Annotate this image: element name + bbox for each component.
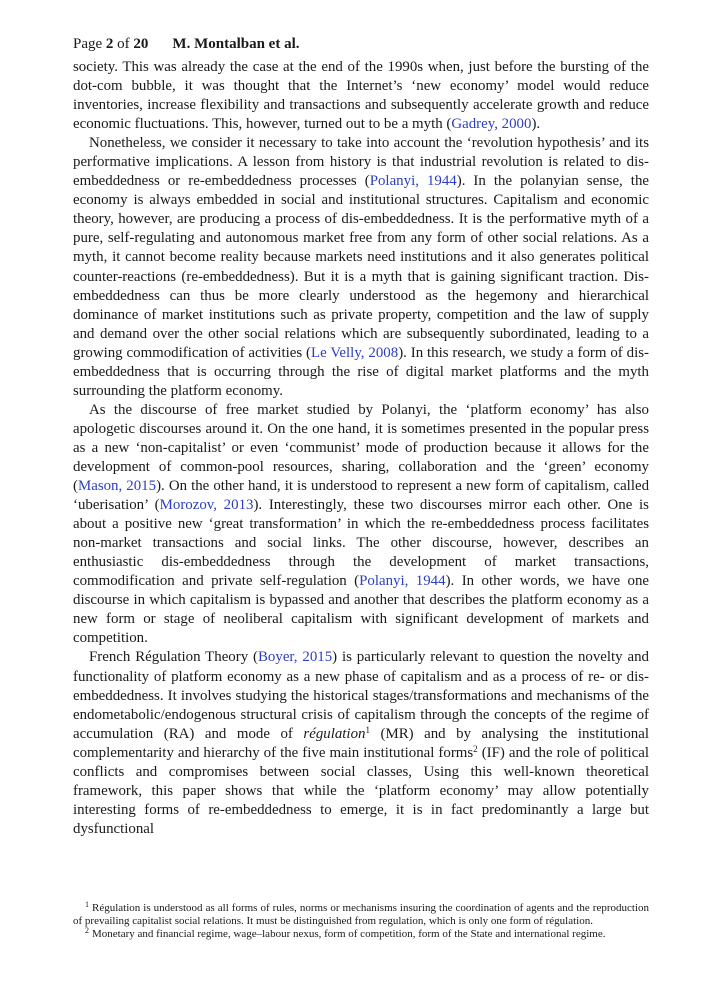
body-paragraph [73, 401, 649, 649]
footnotes [73, 902, 649, 942]
footnote-ref[interactable]: 2 [473, 743, 478, 754]
body-paragraph [73, 134, 649, 401]
text-run: ). In this research, we study a form of dis-embeddedness that is occurring through the rise of digital market platforms and the myth surrounding the platform economy. [73, 344, 649, 399]
citation-link[interactable]: Boyer, 2015 [258, 649, 333, 666]
text-run: ). [531, 116, 541, 133]
page-indicator: Page 2 of 20 [73, 36, 149, 52]
footnote-mark: 2 [85, 926, 89, 936]
citation-link[interactable]: Gadrey, 2000 [451, 116, 532, 133]
footnote-text: Régulation is understood as all forms of rules, norms or mechanisms insuring the coordination of agents and the reproduction of prevailing capitalist social relations. It must be distinguished from regulation, which is only one form of régulation. [73, 902, 649, 928]
page-number: 2 [105, 36, 114, 52]
footnote-mark: 1 [85, 900, 89, 909]
text-run: As the discourse of free market studied by Polanyi, the ‘platform economy’ has also apologetic discourses around it. On the one hand, it is sometimes presented in the popular press as a new ‘non-capitalist’ or even ‘communist’ mode of production because it allows for the development of common-pool resources, sharing, collaboration and the ‘green’ economy ( [73, 401, 649, 495]
body-text [73, 58, 649, 839]
text-run: ). In other words, we have one discourse in which capitalism is bypassed and another that describes the platform economy as a new form or stage of neoliberal capitalism with significant development of markets and competition. [73, 573, 649, 647]
citation-link[interactable]: Polanyi, 1944 [369, 173, 457, 190]
text-run: (IF) and the role of political conflicts and compromises between social classes, Using this well-known theoretical framework, this paper shows that while the ‘platform economy’ may allow potentially interesting forms of re-embeddedness to emerge, it is in fact predominantly a large but dysfunctional [73, 744, 649, 837]
footnote-ref[interactable]: 1 [365, 724, 370, 735]
page [73, 34, 649, 839]
text-run: French Régulation Theory ( [89, 649, 258, 666]
body-paragraph [73, 648, 649, 838]
footnote [73, 928, 649, 941]
text-run: (MR) and by analysing the institutional complementarity and hierarchy of the five main institutional forms [73, 725, 649, 761]
citation-link[interactable]: Polanyi, 1944 [359, 573, 446, 590]
running-header [73, 34, 649, 58]
footnote [73, 902, 649, 928]
text-run: ). In the polanyian sense, the economy is always embedded in social and institutional structures. Capitalism and economic theory, however, are producing a process of dis-embeddedness. It is the performative myth of a pure, self-regulating and autonomous market free from any form of other social relations. As a myth, it cannot become reality because markets need institutions and it also generates political counter-reactions (re-embeddedness). But it is a myth that is gaining significant traction. Disembeddedness can thus be more clearly understood as the hegemony and hierarchical dominance of market institutions such as private property, competition and the law of supply and demand over the other social relations which are subsequently subordinated, leading to a growing commodification of activities ( [73, 173, 649, 361]
text-run: ) is particularly relevant to question the novelty and functionality of platform economy as a new phase of capitalism and as a process of re- or dis-embeddedness. It involves studying the historical stages/transformations and mechanisms of the endometabolic/endogenous structural crisis of capitalism through the concepts of the regime of accumulation (RA) and mode of [73, 649, 649, 742]
citation-link[interactable]: Le Velly, 2008 [311, 344, 399, 361]
text-run: Nonetheless, we consider it necessary to take into account the ‘revolution hypothesis’ and its performative implications. A lesson from history is that industrial revolution is related to dis-embeddedness or re-embeddedness processes ( [73, 135, 649, 190]
citation-link[interactable]: Mason, 2015 [77, 478, 157, 495]
body-paragraph [73, 58, 649, 134]
running-authors: M. Montalban et al. [172, 36, 300, 52]
text-run: society. This was already the case at the end of the 1990s when, just before the bursting of the dot-com bubble, it was thought that the Internet’s ‘new economy’ model would reduce inventories, increase flexibility and transactions and subsequently accelerate growth and reduce economic fluctuations. This, however, turned out to be a myth ( [73, 59, 649, 133]
text-run: ). On the other hand, it is understood to represent a new form of capitalism, called ‘uberisation’ ( [73, 478, 650, 514]
footnote-text: Monetary and financial regime, wage–labour nexus, form of competition, form of the State and international regime. [92, 928, 606, 941]
italic-term: régulation [303, 725, 366, 742]
citation-link[interactable]: Morozov, 2013 [159, 497, 254, 514]
page-total: 20 [133, 36, 149, 52]
text-run: ). Interestingly, these two discourses mirror each other. One is about a positive new ‘great transformation’ in which the re-embeddedness process facilitates non-market transactions and social links. The other discourse, however, describes an enthusiastic dis-embeddedness through the development of market transactions, commodification and private self-regulation ( [73, 497, 649, 590]
